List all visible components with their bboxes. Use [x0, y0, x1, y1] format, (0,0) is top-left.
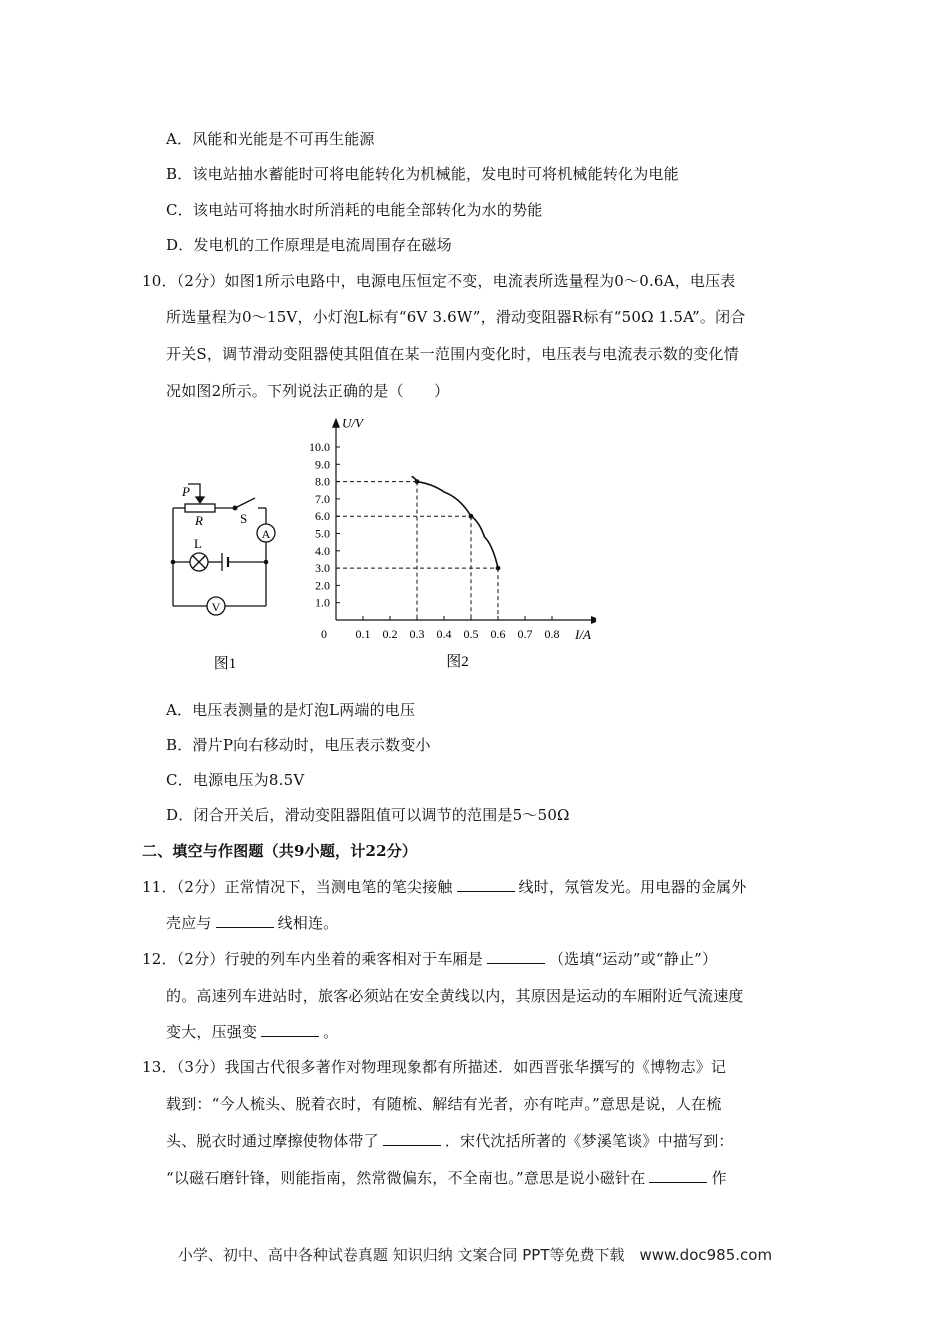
label-l: L — [194, 536, 202, 551]
data-point — [415, 479, 420, 484]
q9-option-a: A．风能和光能是不可再生能源 — [166, 130, 375, 148]
q13-line3-b: ．宋代沈括所著的《梦溪笔谈》中描写到： — [444, 1132, 734, 1150]
figure2-chart — [296, 412, 596, 680]
q11-line1 — [142, 876, 747, 897]
data-point — [496, 566, 501, 571]
q13-line2: 载到：“今人梳头、脱着衣时，有随梳、解结有光者，亦有咤声。”意思是说，人在梳 — [166, 1095, 722, 1113]
q12-line3-a: 变大，压强变 — [166, 1023, 258, 1041]
q10-option-d: D．闭合开关后，滑动变阻器阻值可以调节的范围是5～50Ω — [166, 806, 570, 824]
y-tick-label: 1.0 — [315, 595, 330, 610]
figure2-caption: 图2 — [446, 654, 469, 670]
x-tick-label: 0.6 — [490, 627, 506, 641]
x-tick-label: 0.2 — [382, 627, 398, 641]
y-tick-label: 9.0 — [315, 457, 330, 472]
q12-line1-b: （选填“运动”或“静止”） — [548, 950, 718, 968]
q11-line2-b: 线相连。 — [277, 914, 339, 932]
figure1-caption: 图1 — [213, 656, 237, 672]
y-axis-label: U/V — [342, 415, 363, 431]
q12-line3-b: 。 — [323, 1023, 339, 1041]
y-tick-label: 3.0 — [315, 561, 330, 576]
x-tick-label: 0.7 — [517, 627, 533, 641]
q11-blank-1[interactable] — [457, 877, 515, 892]
footer-text: 小学、初中、高中各种试卷真题 知识归纳 文案合同 PPT等免费下载 www.doc985.com — [177, 1246, 773, 1264]
q10-line4: 况如图2所示。下列说法正确的是（ ） — [166, 382, 450, 400]
section2-heading: 二、填空与作图题（共9小题，计22分） — [142, 842, 418, 860]
y-tick-label: 6.0 — [315, 509, 330, 524]
switch-blade — [235, 498, 255, 508]
y-tick-label: 8.0 — [315, 474, 330, 489]
q12-blank-1[interactable] — [487, 949, 545, 964]
q13-line4 — [166, 1167, 727, 1188]
label-p: P — [182, 484, 190, 499]
ammeter-label: A — [261, 527, 271, 541]
y-tick-label: 5.0 — [315, 526, 330, 541]
q12-blank-2[interactable] — [261, 1022, 319, 1037]
q13-line3-a: 头、脱衣时通过摩擦使物体带了 — [166, 1132, 379, 1150]
label-s: S — [240, 511, 248, 526]
q11-line2-a: 壳应与 — [166, 914, 212, 932]
q12-line1-a: 12．（2分）行驶的列车内坐着的乘客相对于车厢是 — [142, 950, 483, 968]
label-r: R — [195, 513, 203, 528]
y-axis-arrow — [332, 418, 340, 428]
figure1-circuit — [160, 478, 290, 678]
voltmeter-label: V — [211, 600, 221, 614]
slider-arrow — [196, 497, 204, 503]
q13-blank-1[interactable] — [383, 1131, 441, 1146]
rheostat-body — [185, 504, 215, 512]
x-tick-label: 0.5 — [463, 627, 479, 641]
q11-blank-2[interactable] — [216, 913, 274, 928]
q13-line1: 13．（3分）我国古代很多著作对物理现象都有所描述．如西晋张华撰写的《博物志》记 — [142, 1058, 727, 1076]
q13-blank-2[interactable] — [649, 1168, 707, 1183]
x-tick-label: 0.3 — [409, 627, 425, 641]
curve-series — [412, 476, 498, 568]
y-tick-label: 4.0 — [315, 543, 330, 558]
x-axis-label: I/A — [575, 627, 591, 642]
q9-option-d: D．发电机的工作原理是电流周围存在磁场 — [166, 236, 452, 254]
q10-option-a: A．电压表测量的是灯泡L两端的电压 — [166, 701, 416, 719]
origin-label: 0 — [321, 627, 327, 641]
q12-line1 — [142, 948, 717, 969]
q10-line1: 10．（2分）如图1所示电路中，电源电压恒定不变，电流表所选量程为0～0.6A，电压表 — [142, 272, 736, 290]
q9-option-b: B．该电站抽水蓄能时可将电能转化为机械能，发电时可将机械能转化为电能 — [166, 165, 679, 183]
q10-line2: 所选量程为0～15V，小灯泡L标有“6V 3.6W”，滑动变阻器R标有“50Ω 1.5A”。闭合 — [166, 308, 746, 326]
q11-line1-a: 11．（2分）正常情况下，当测电笔的笔尖接触 — [142, 878, 453, 896]
q10-line3: 开关S，调节滑动变阻器使其阻值在某一范围内变化时，电压表与电流表示数的变化情 — [166, 345, 739, 363]
q13-line3 — [166, 1130, 734, 1151]
junction-right — [264, 560, 269, 565]
q13-line4-b: 作 — [711, 1169, 727, 1187]
y-tick-label: 2.0 — [315, 578, 330, 593]
q12-line2: 的。高速列车进站时，旅客必须站在安全黄线以内，其原因是运动的车厢附近气流速度 — [166, 987, 744, 1005]
data-point — [469, 514, 474, 519]
x-axis-arrow — [591, 616, 596, 624]
q10-option-b: B．滑片P向右移动时，电压表示数变小 — [166, 736, 431, 754]
q10-option-c: C．电源电压为8.5V — [166, 771, 305, 789]
q11-line1-b: 线时，氖管发光。用电器的金属外 — [518, 878, 747, 896]
y-tick-label: 10.0 — [309, 440, 330, 454]
x-tick-label: 0.1 — [355, 627, 371, 641]
x-tick-label: 0.4 — [436, 627, 452, 641]
x-tick-label: 0.8 — [544, 627, 560, 641]
q9-option-c: C．该电站可将抽水时所消耗的电能全部转化为水的势能 — [166, 201, 543, 219]
q13-line4-a: “以磁石磨针锋，则能指南，然常微偏东，不全南也。”意思是说小磁针在 — [166, 1169, 646, 1187]
q12-line3 — [166, 1021, 338, 1042]
junction-left — [171, 560, 176, 565]
y-tick-label: 7.0 — [315, 491, 330, 506]
q11-line2 — [166, 912, 338, 933]
